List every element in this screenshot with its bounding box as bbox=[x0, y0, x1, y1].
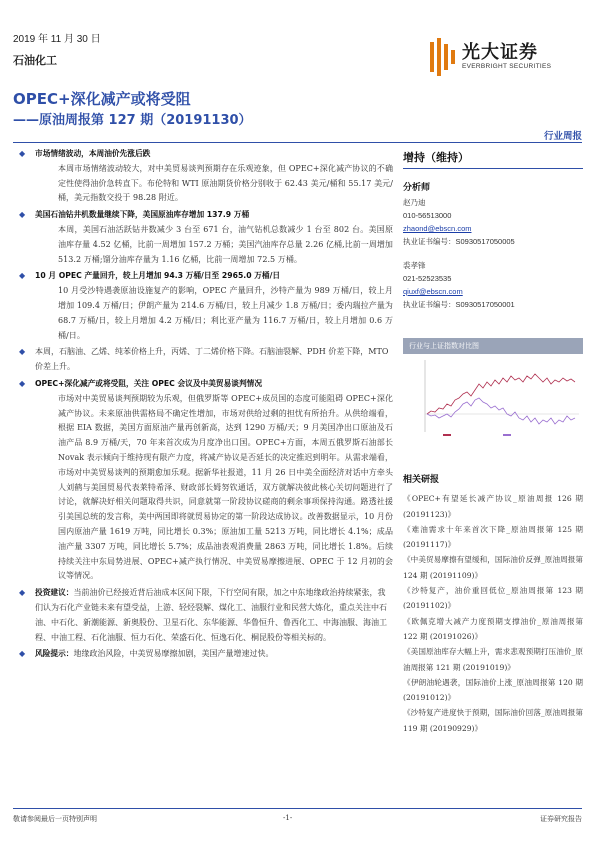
report-subtitle: ——原油周报第 127 期（20191130） bbox=[13, 113, 252, 128]
page-number: -1- bbox=[283, 814, 293, 822]
analyst-cert bbox=[403, 235, 583, 248]
logo-en-text: EVERBRIGHT SECURITIES bbox=[462, 63, 552, 70]
analyst-name: 赵乃迪 bbox=[403, 198, 426, 207]
footer-divider bbox=[13, 808, 582, 809]
cert-label: 执业证书编号： bbox=[403, 300, 456, 309]
analyst-block bbox=[403, 180, 583, 311]
analyst-heading: 分析师 bbox=[403, 183, 431, 193]
section-heading: ◆ 美国石油钻井机数量继续下降，美国原油库存增加 137.9 万桶 bbox=[13, 208, 393, 223]
analyst-phone: 021-52523535 bbox=[403, 274, 452, 283]
related-report-link[interactable]: 《美国原油库存大幅上升，需求悲观预期打压油价_原油周报第 121 期 (20191019)》 bbox=[403, 647, 583, 672]
section-text: 10 月受沙特遇袭原油设施复产的影响，OPEC 产量回升，沙特产量为 989 万桶/日，较上月增加 109.4 万桶/日；伊朗产量为 214.6 万桶/日，较上月减少 1.8 万桶/日；委内瑞拉产量为 68.7 万桶/日，较上月增加 4.2 万桶/日；利比亚产量为 116.7 万桶/日，较上月增加 0.6 万桶/日。 bbox=[58, 286, 393, 340]
logo-cn-text: 光大证券 bbox=[462, 42, 538, 63]
cert-label: 执业证书编号： bbox=[403, 237, 456, 246]
logo-mark-icon bbox=[428, 38, 458, 76]
rating: 增持（维持） bbox=[403, 151, 469, 164]
related-report-link[interactable]: 《OPEC+有望延长减产协议_原油周报 126 期 (20191123)》 bbox=[403, 494, 583, 519]
related-reports bbox=[403, 473, 583, 736]
report-title: OPEC+深化减产或将受阻 bbox=[13, 90, 191, 108]
section-5 bbox=[13, 377, 393, 584]
section-2 bbox=[13, 208, 393, 267]
related-report-link[interactable]: 《伊朗油轮遇袭，国际油价上涨_原油周报第 120 期 (20191012)》 bbox=[403, 677, 583, 703]
related-report-link[interactable]: 《沙特复产，油价重回低位_原油周报第 123 期 (20191102)》 bbox=[403, 586, 583, 611]
section-text: 地缘政治风险，中美贸易摩擦加剧，美国产量增速过快。 bbox=[73, 649, 274, 659]
main-content bbox=[13, 147, 393, 662]
section-heading: ◆ 10 月 OPEC 产量回升，较上月增加 94.3 万桶/日至 2965.0 万桶/日 bbox=[13, 269, 393, 284]
section-text: 本周市场情绪波动较大，对中美贸易谈判预期存在乐观迹象，但 OPEC+深化减产协议的不确定性使得油价急转直下。布伦特和 WTI 原油期货价格分别收于 62.43 美元/桶和 55.17 美元/桶，美元指数交投于 98.28 附近。 bbox=[58, 163, 393, 203]
analyst-email-link[interactable]: qiuxf@ebscn.com bbox=[403, 287, 463, 296]
section-text: 本周，美国石油活跃钻井数减少 3 台至 671 台，油气钻机总数减少 1 台至 802 台。美国原油库存量 4.52 亿桶，比前一周增加 157.2 万桶；美国汽油库存总量 2.26 亿桶,比前一周增加 513.2 万桶;馏分油库存量为 1.16 亿桶，比前一周增加 72.5 万桶。 bbox=[58, 224, 393, 264]
investment-advice bbox=[13, 586, 393, 645]
analyst-name: 裘孝锋 bbox=[403, 261, 426, 270]
analyst-1 bbox=[403, 196, 583, 248]
legend-red-swatch bbox=[443, 434, 451, 436]
analyst-2 bbox=[403, 259, 583, 311]
chart-plot bbox=[403, 354, 583, 446]
section-text: 当前油价已经接近背后油成本区间下限，下行空间有限，加之中东地缘政治持续紧张，我们认为石化产业链未来有望受益，上游、轻烃裂解、煤化工、油服行业和民营大炼化，重点关注中石油、中石化、新潮能源、新奥股份、卫星石化、东华能源、华鲁恒升、鲁西化工、中海油服、海油工程、中油工程、石化油服、恒力石化、荣盛石化、恒逸石化、桐昆股份等相关标的。 bbox=[35, 588, 387, 642]
industry-name: 石油化工 bbox=[13, 54, 57, 67]
cert-number: S0930517050001 bbox=[455, 300, 515, 309]
section-heading: ◆ 市场情绪波动，本周油价先涨后跌 bbox=[13, 147, 393, 162]
related-report-link[interactable]: 《欧佩克增大减产力度预期支撑油价_原油周报第 122 期 (20191026)》 bbox=[403, 616, 583, 641]
section-heading: 投资建议： bbox=[35, 588, 74, 598]
report-date: 2019 年 11 月 30 日 bbox=[13, 34, 101, 45]
related-report-link[interactable]: 《难油需求十年来首次下降_原油周报第 125 期 (20191117)》 bbox=[403, 524, 583, 550]
footer-disclaimer: 敬请参阅最后一页特别声明 bbox=[13, 815, 97, 823]
chart-title: 行业与上证指数对比图 bbox=[403, 338, 583, 354]
rating-divider bbox=[403, 168, 583, 169]
series-red-line bbox=[427, 374, 575, 414]
section-3 bbox=[13, 269, 393, 343]
series-purple-line bbox=[427, 398, 575, 424]
related-heading: 相关研报 bbox=[403, 475, 440, 485]
section-bullet bbox=[13, 345, 393, 375]
report-type-tag: 行业周报 bbox=[543, 131, 582, 142]
section-6 bbox=[13, 586, 393, 645]
section-7 bbox=[13, 647, 393, 662]
analyst-phone: 010-56513000 bbox=[403, 211, 452, 220]
analyst-email-link[interactable]: zhaond@ebscn.com bbox=[403, 224, 472, 233]
section-heading: 风险提示： bbox=[35, 649, 74, 659]
legend-purple-swatch bbox=[503, 434, 511, 436]
cert-number: S0930517050005 bbox=[455, 237, 515, 246]
footer-report-label: 证券研究报告 bbox=[540, 815, 582, 823]
related-report-link[interactable]: 《沙特复产进度快于预期，国际油价回落_原油周报第 119 期 (20190929)》 bbox=[403, 708, 583, 733]
related-report-link[interactable]: 《中美贸易摩擦有望缓和，国际油价反弹_原油周报第 124 期 (20191109)》 bbox=[403, 555, 583, 580]
index-comparison-chart bbox=[403, 338, 583, 446]
section-text: 市场对中美贸易谈判预期较为乐观，但俄罗斯等 OPEC+成员国的态度可能阻碍 OPEC+深化减产协议。未来原油供需格局不确定性增加，市场对供给过剩的担忧有所抬升。从供给端看，根据 EIA 数据，美国方面原油产量再创新高，达到 1290 万桶/天；9 月美国净出口原油及石油产品 8.9 万桶/天，70 年来首次成为月度净出口国。OPEC+方面，本周五俄罗斯石油部长 Novak 表示倾向于维持现有限产力度，将减产协议是否延长的决定推迟到明年。从需求端看，市场对中美贸易谈判的预期愈加乐观。据新华社报道，11 月 26 日中美全面经济对话中方牵头人刘鹤与美国贸易代表莱特希泽、财政部长姆努钦通话，双方就解决彼此核心关切问题进行了讨论，就解决好相关问题取得共识，同意就第一阶段协议磋商的剩余事项保持沟通。路透社援引美国总统的发言称，美中两国即将就贸易协定的第一阶段达成协议。改善数据显示，10 月份国内原油产量 1619 万吨，同比增长 0.3%；原油加工量 5213 万吨，同比增长 4.1%；成品油产量 3307 万吨，同比增长 5.7%；成品油表观消费量 2863 万吨，同比增长 1.8%。后续持续关注中东局势进展、OPEC+减产执行情况、中美贸易摩擦进展、OPEC 于 12 月初的会议等情况。 bbox=[58, 393, 393, 581]
risk-warning bbox=[13, 647, 393, 662]
company-logo bbox=[428, 38, 583, 78]
section-1 bbox=[13, 147, 393, 206]
section-heading: ◆ OPEC+深化减产或将受阻，关注 OPEC 会议及中美贸易谈判情况 bbox=[13, 377, 393, 392]
analyst-cert bbox=[403, 298, 583, 311]
section-4 bbox=[13, 345, 393, 375]
header-divider bbox=[13, 142, 582, 143]
section-text: 本周，石脑油、乙烯、纯苯价格上升，丙烯、丁二烯价格下降。石脑油裂解、PDH 价差下降，MTO 价差上升。 bbox=[35, 347, 389, 372]
